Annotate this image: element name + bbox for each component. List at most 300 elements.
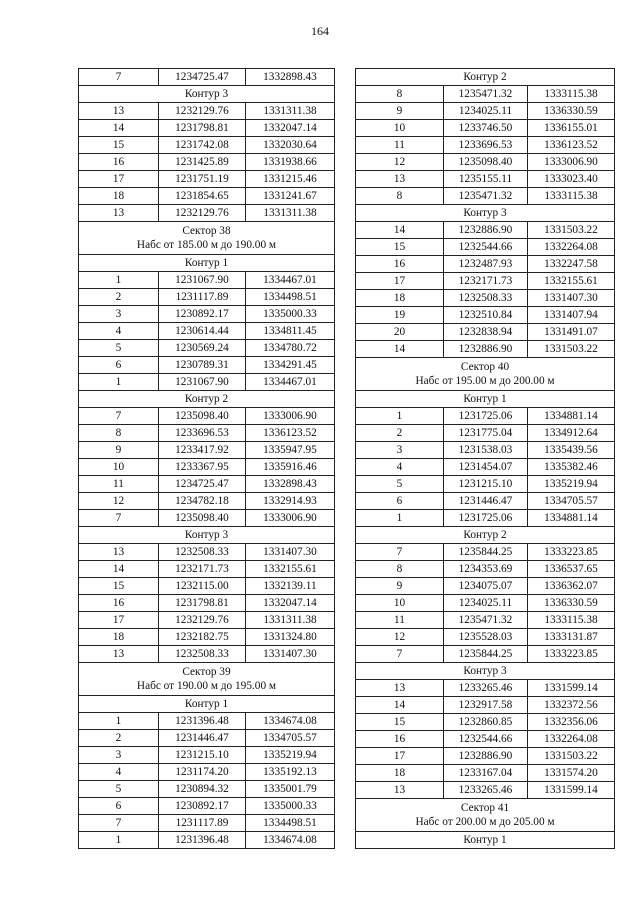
point-row: [356, 714, 615, 731]
x-coordinate: 1232129.76: [159, 612, 246, 629]
point-row: [356, 765, 615, 782]
x-coordinate: 1231725.06: [444, 408, 528, 425]
x-coordinate: 1231425.89: [159, 154, 246, 171]
y-coordinate: 1336330.59: [528, 103, 615, 120]
point-number: 1: [79, 374, 159, 391]
x-coordinate: 1231174.20: [159, 764, 246, 781]
y-coordinate: 1333115.38: [528, 86, 615, 103]
x-coordinate: 1235098.40: [159, 408, 246, 425]
point-row: [79, 357, 335, 374]
x-coordinate: 1231725.06: [444, 510, 528, 527]
y-coordinate: 1335000.33: [246, 306, 335, 323]
point-row: [79, 272, 335, 289]
x-coordinate: 1233265.46: [444, 680, 528, 697]
x-coordinate: 1231751.19: [159, 171, 246, 188]
sector-header-row: [79, 663, 335, 696]
sector-header-row: [356, 799, 615, 832]
y-coordinate: 1332264.08: [528, 731, 615, 748]
point-number: 13: [356, 680, 444, 697]
x-coordinate: 1233367.95: [159, 459, 246, 476]
x-coordinate: 1231854.65: [159, 188, 246, 205]
sector-header: [356, 799, 615, 832]
x-coordinate: 1235155.11: [444, 171, 528, 188]
point-row: [356, 697, 615, 714]
point-row: [356, 171, 615, 188]
y-coordinate: 1331311.38: [246, 612, 335, 629]
point-number: 7: [79, 69, 159, 86]
y-coordinate: 1336362.07: [528, 578, 615, 595]
point-row: [79, 120, 335, 137]
point-row: [79, 595, 335, 612]
contour-label: Контур 1: [79, 696, 335, 713]
point-row: [79, 442, 335, 459]
x-coordinate: 1235471.32: [444, 188, 528, 205]
point-row: [356, 680, 615, 697]
point-number: 11: [356, 137, 444, 154]
y-coordinate: 1332139.11: [246, 578, 335, 595]
y-coordinate: 1333131.87: [528, 629, 615, 646]
x-coordinate: 1231396.48: [159, 832, 246, 849]
x-coordinate: 1233696.53: [159, 425, 246, 442]
y-coordinate: 1333115.38: [528, 612, 615, 629]
point-number: 9: [356, 103, 444, 120]
page-number: 164: [311, 24, 329, 38]
x-coordinate: 1234353.69: [444, 561, 528, 578]
point-row: [356, 103, 615, 120]
contour-header-row: [79, 391, 335, 408]
sector-height-range: Набс от 190.00 м до 195.00 м: [136, 680, 277, 692]
point-number: 3: [79, 306, 159, 323]
point-number: 2: [356, 425, 444, 442]
point-row: [356, 561, 615, 578]
x-coordinate: 1232544.66: [444, 239, 528, 256]
sector-header: [356, 358, 615, 391]
point-number: 16: [79, 595, 159, 612]
x-coordinate: 1232838.94: [444, 324, 528, 341]
contour-header-row: [79, 255, 335, 272]
point-number: 1: [79, 272, 159, 289]
point-number: 5: [79, 340, 159, 357]
point-number: 17: [356, 748, 444, 765]
x-coordinate: 1232182.75: [159, 629, 246, 646]
point-row: [356, 646, 615, 663]
point-number: 17: [79, 612, 159, 629]
right-table-body: [356, 69, 615, 849]
y-coordinate: 1334674.08: [246, 713, 335, 730]
sector-height-range: Набс от 185.00 м до 190.00 м: [136, 239, 277, 251]
y-coordinate: 1331503.22: [528, 222, 615, 239]
point-number: 5: [356, 476, 444, 493]
point-number: 10: [356, 595, 444, 612]
x-coordinate: 1231215.10: [444, 476, 528, 493]
y-coordinate: 1333006.90: [246, 408, 335, 425]
point-number: 6: [79, 357, 159, 374]
y-coordinate: 1334467.01: [246, 374, 335, 391]
point-row: [356, 120, 615, 137]
y-coordinate: 1335219.94: [246, 747, 335, 764]
point-row: [79, 646, 335, 663]
point-number: 8: [356, 86, 444, 103]
y-coordinate: 1333223.85: [528, 646, 615, 663]
x-coordinate: 1231775.04: [444, 425, 528, 442]
point-number: 9: [356, 578, 444, 595]
y-coordinate: 1332247.58: [528, 256, 615, 273]
y-coordinate: 1331215.46: [246, 171, 335, 188]
x-coordinate: 1232886.90: [444, 341, 528, 358]
point-number: 17: [79, 171, 159, 188]
y-coordinate: 1335192.13: [246, 764, 335, 781]
x-coordinate: 1235098.40: [444, 154, 528, 171]
x-coordinate: 1234025.11: [444, 595, 528, 612]
point-number: 14: [356, 222, 444, 239]
point-row: [356, 188, 615, 205]
point-row: [79, 832, 335, 849]
point-number: 16: [356, 731, 444, 748]
x-coordinate: 1233265.46: [444, 782, 528, 799]
sector-label: Сектор 40: [460, 361, 510, 373]
x-coordinate: 1235844.25: [444, 544, 528, 561]
point-number: 7: [356, 544, 444, 561]
point-row: [79, 629, 335, 646]
y-coordinate: 1335916.46: [246, 459, 335, 476]
point-row: [356, 578, 615, 595]
x-coordinate: 1233746.50: [444, 120, 528, 137]
point-number: 13: [356, 782, 444, 799]
x-coordinate: 1232129.76: [159, 103, 246, 120]
point-row: [79, 764, 335, 781]
point-number: 6: [356, 493, 444, 510]
point-row: [356, 425, 615, 442]
point-number: 15: [356, 239, 444, 256]
y-coordinate: 1335219.94: [528, 476, 615, 493]
point-number: 12: [356, 629, 444, 646]
x-coordinate: 1230569.24: [159, 340, 246, 357]
x-coordinate: 1233417.92: [159, 442, 246, 459]
point-row: [356, 86, 615, 103]
y-coordinate: 1331407.30: [246, 646, 335, 663]
x-coordinate: 1235471.32: [444, 86, 528, 103]
x-coordinate: 1232860.85: [444, 714, 528, 731]
sector-header-row: [356, 358, 615, 391]
point-number: 15: [79, 137, 159, 154]
point-row: [356, 510, 615, 527]
x-coordinate: 1231798.81: [159, 595, 246, 612]
x-coordinate: 1234725.47: [159, 69, 246, 86]
x-coordinate: 1231117.89: [159, 815, 246, 832]
contour-label: Контур 3: [79, 86, 335, 103]
x-coordinate: 1231798.81: [159, 120, 246, 137]
y-coordinate: 1335000.33: [246, 798, 335, 815]
point-row: [356, 408, 615, 425]
point-number: 18: [356, 290, 444, 307]
y-coordinate: 1332030.64: [246, 137, 335, 154]
y-coordinate: 1334498.51: [246, 815, 335, 832]
point-number: 19: [356, 307, 444, 324]
point-row: [356, 476, 615, 493]
sector-height-range: Набс от 195.00 м до 200.00 м: [415, 375, 555, 387]
point-row: [356, 442, 615, 459]
point-number: 1: [79, 713, 159, 730]
contour-label: Контур 3: [79, 527, 335, 544]
contour-header-row: [79, 527, 335, 544]
y-coordinate: 1336330.59: [528, 595, 615, 612]
point-row: [356, 273, 615, 290]
y-coordinate: 1336123.52: [528, 137, 615, 154]
contour-header-row: [79, 696, 335, 713]
point-row: [356, 459, 615, 476]
point-number: 3: [79, 747, 159, 764]
x-coordinate: 1232115.00: [159, 578, 246, 595]
x-coordinate: 1230789.31: [159, 357, 246, 374]
y-coordinate: 1336155.01: [528, 120, 615, 137]
point-number: 2: [79, 289, 159, 306]
point-number: 20: [356, 324, 444, 341]
point-row: [79, 815, 335, 832]
x-coordinate: 1230614.44: [159, 323, 246, 340]
x-coordinate: 1235528.03: [444, 629, 528, 646]
point-number: 16: [356, 256, 444, 273]
point-number: 12: [356, 154, 444, 171]
contour-header-row: [356, 205, 615, 222]
y-coordinate: 1331503.22: [528, 341, 615, 358]
x-coordinate: 1235098.40: [159, 510, 246, 527]
point-row: [79, 340, 335, 357]
x-coordinate: 1232886.90: [444, 748, 528, 765]
y-coordinate: 1331241.67: [246, 188, 335, 205]
point-number: 14: [79, 561, 159, 578]
point-number: 10: [356, 120, 444, 137]
point-number: 14: [356, 697, 444, 714]
point-number: 11: [356, 612, 444, 629]
contour-label: Контур 1: [356, 832, 615, 849]
y-coordinate: 1334881.14: [528, 510, 615, 527]
x-coordinate: 1231067.90: [159, 272, 246, 289]
x-coordinate: 1232917.58: [444, 697, 528, 714]
point-row: [79, 476, 335, 493]
contour-label: Контур 2: [356, 527, 615, 544]
y-coordinate: 1334912.64: [528, 425, 615, 442]
point-number: 8: [356, 561, 444, 578]
point-row: [79, 154, 335, 171]
x-coordinate: 1233167.04: [444, 765, 528, 782]
y-coordinate: 1331407.30: [246, 544, 335, 561]
x-coordinate: 1234725.47: [159, 476, 246, 493]
x-coordinate: 1232886.90: [444, 222, 528, 239]
x-coordinate: 1233696.53: [444, 137, 528, 154]
point-row: [79, 205, 335, 222]
point-number: 14: [356, 341, 444, 358]
point-row: [356, 290, 615, 307]
contour-header-row: [356, 69, 615, 86]
point-row: [79, 374, 335, 391]
y-coordinate: 1332898.43: [246, 476, 335, 493]
point-number: 7: [79, 510, 159, 527]
point-number: 5: [79, 781, 159, 798]
x-coordinate: 1231538.03: [444, 442, 528, 459]
point-number: 2: [79, 730, 159, 747]
contour-header-row: [356, 527, 615, 544]
sector-label: Сектор 39: [182, 666, 231, 678]
point-row: [79, 730, 335, 747]
sector-header: [79, 663, 335, 696]
point-number: 13: [79, 205, 159, 222]
point-row: [79, 561, 335, 578]
y-coordinate: 1331503.22: [528, 748, 615, 765]
x-coordinate: 1232508.33: [159, 544, 246, 561]
y-coordinate: 1336537.65: [528, 561, 615, 578]
x-coordinate: 1230892.17: [159, 306, 246, 323]
point-number: 3: [356, 442, 444, 459]
point-row: [79, 510, 335, 527]
y-coordinate: 1331938.66: [246, 154, 335, 171]
point-row: [79, 544, 335, 561]
point-row: [79, 747, 335, 764]
point-number: 4: [79, 323, 159, 340]
point-row: [356, 256, 615, 273]
left-table-body: [79, 69, 335, 849]
point-number: 4: [356, 459, 444, 476]
y-coordinate: 1335947.95: [246, 442, 335, 459]
sector-header: [79, 222, 335, 255]
x-coordinate: 1232508.33: [159, 646, 246, 663]
point-row: [79, 323, 335, 340]
contour-label: Контур 2: [79, 391, 335, 408]
x-coordinate: 1231742.08: [159, 137, 246, 154]
x-coordinate: 1230892.17: [159, 798, 246, 815]
y-coordinate: 1332047.14: [246, 595, 335, 612]
sector-label: Сектор 38: [182, 225, 231, 237]
point-row: [356, 493, 615, 510]
y-coordinate: 1335439.56: [528, 442, 615, 459]
contour-header-row: [356, 391, 615, 408]
contour-header-row: [356, 832, 615, 849]
x-coordinate: 1232129.76: [159, 205, 246, 222]
y-coordinate: 1334780.72: [246, 340, 335, 357]
point-number: 18: [79, 188, 159, 205]
x-coordinate: 1232510.84: [444, 307, 528, 324]
y-coordinate: 1332047.14: [246, 120, 335, 137]
y-coordinate: 1332898.43: [246, 69, 335, 86]
point-row: [79, 188, 335, 205]
y-coordinate: 1331491.07: [528, 324, 615, 341]
x-coordinate: 1230894.32: [159, 781, 246, 798]
point-number: 1: [79, 832, 159, 849]
contour-label: Контур 1: [356, 391, 615, 408]
point-row: [79, 612, 335, 629]
point-row: [79, 69, 335, 86]
point-row: [79, 578, 335, 595]
point-row: [79, 425, 335, 442]
y-coordinate: 1331324.80: [246, 629, 335, 646]
coordinates-table-left: [78, 68, 335, 849]
point-number: 13: [79, 646, 159, 663]
point-row: [356, 324, 615, 341]
y-coordinate: 1331407.94: [528, 307, 615, 324]
contour-header-row: [79, 86, 335, 103]
y-coordinate: 1331599.14: [528, 782, 615, 799]
point-number: 9: [79, 442, 159, 459]
point-number: 11: [79, 476, 159, 493]
point-number: 7: [79, 815, 159, 832]
x-coordinate: 1231446.47: [444, 493, 528, 510]
x-coordinate: 1232171.73: [444, 273, 528, 290]
point-row: [356, 154, 615, 171]
point-number: 13: [79, 544, 159, 561]
sector-header-row: [79, 222, 335, 255]
y-coordinate: 1336123.52: [246, 425, 335, 442]
y-coordinate: 1334881.14: [528, 408, 615, 425]
sector-label: Сектор 41: [460, 802, 510, 814]
point-number: 13: [79, 103, 159, 120]
y-coordinate: 1332356.06: [528, 714, 615, 731]
point-number: 6: [79, 798, 159, 815]
point-row: [356, 782, 615, 799]
point-number: 10: [79, 459, 159, 476]
sector-height-range: Набс от 200.00 м до 205.00 м: [415, 816, 555, 828]
contour-header-row: [356, 663, 615, 680]
point-row: [356, 748, 615, 765]
point-row: [79, 171, 335, 188]
point-row: [356, 137, 615, 154]
point-number: 12: [79, 493, 159, 510]
point-number: 8: [356, 188, 444, 205]
x-coordinate: 1231396.48: [159, 713, 246, 730]
y-coordinate: 1333223.85: [528, 544, 615, 561]
x-coordinate: 1234025.11: [444, 103, 528, 120]
point-number: 18: [356, 765, 444, 782]
x-coordinate: 1232171.73: [159, 561, 246, 578]
x-coordinate: 1232508.33: [444, 290, 528, 307]
x-coordinate: 1234782.18: [159, 493, 246, 510]
point-number: 16: [79, 154, 159, 171]
coordinates-table-right: [355, 68, 615, 849]
point-number: 13: [356, 171, 444, 188]
point-row: [79, 306, 335, 323]
y-coordinate: 1331311.38: [246, 103, 335, 120]
point-row: [356, 629, 615, 646]
contour-label: Контур 2: [356, 69, 615, 86]
y-coordinate: 1332155.61: [246, 561, 335, 578]
point-row: [356, 222, 615, 239]
point-number: 18: [79, 629, 159, 646]
point-number: 17: [356, 273, 444, 290]
y-coordinate: 1334674.08: [246, 832, 335, 849]
y-coordinate: 1333006.90: [528, 154, 615, 171]
point-row: [356, 341, 615, 358]
point-row: [79, 289, 335, 306]
y-coordinate: 1332372.56: [528, 697, 615, 714]
point-row: [79, 459, 335, 476]
y-coordinate: 1334811.45: [246, 323, 335, 340]
y-coordinate: 1334467.01: [246, 272, 335, 289]
y-coordinate: 1332914.93: [246, 493, 335, 510]
point-number: 15: [356, 714, 444, 731]
x-coordinate: 1231454.07: [444, 459, 528, 476]
point-row: [79, 103, 335, 120]
y-coordinate: 1334705.57: [246, 730, 335, 747]
x-coordinate: 1231067.90: [159, 374, 246, 391]
y-coordinate: 1334705.57: [528, 493, 615, 510]
y-coordinate: 1333006.90: [246, 510, 335, 527]
y-coordinate: 1334498.51: [246, 289, 335, 306]
point-number: 8: [79, 425, 159, 442]
point-row: [356, 239, 615, 256]
x-coordinate: 1232487.93: [444, 256, 528, 273]
x-coordinate: 1231117.89: [159, 289, 246, 306]
point-row: [79, 137, 335, 154]
contour-label: Контур 3: [356, 663, 615, 680]
y-coordinate: 1331574.20: [528, 765, 615, 782]
